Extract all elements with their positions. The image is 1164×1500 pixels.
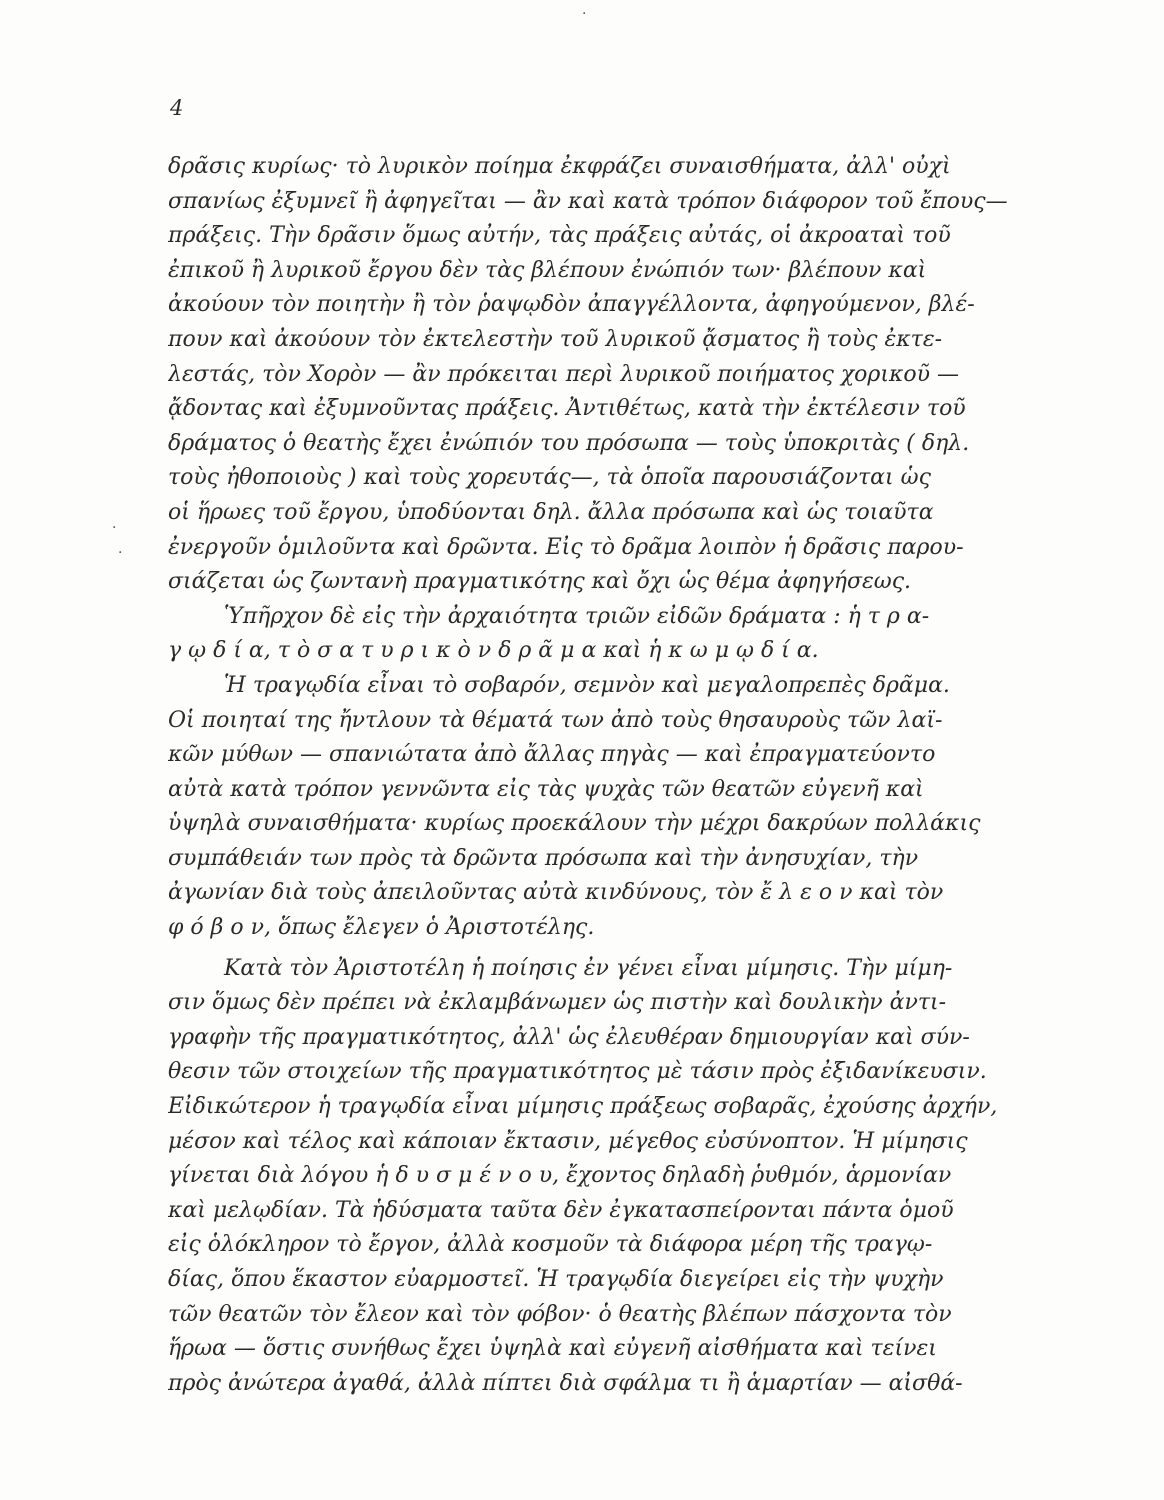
text-line: πράξεις. Τὴν δρᾶσιν ὅμως αὐτήν, τὰς πράξεις αὐτάς, οἱ ἀκροαταὶ τοῦ [168,223,951,249]
scan-speck: · [118,545,123,561]
text-line: ἐπικοῦ ἢ λυρικοῦ ἔργου δὲν τὰς βλέπουν ἐνώπιόν των· βλέπουν καὶ [168,257,927,283]
text-line: πρὸς ἀνώτερα ἀγαθά, ἀλλὰ πίπτει διὰ σφάλμα τι ἢ ἁμαρτίαν — αἰσθά- [168,1370,963,1396]
text-line: ᾄδοντας καὶ ἐξυμνοῦντας πράξεις. Ἀντιθέτως, κατὰ τὴν ἐκτέλεσιν τοῦ [168,396,966,422]
text-line: γίνεται διὰ λόγου ἡ δ υ σ μ έ ν ο υ, ἔχοντος δηλαδὴ ῥυθμόν, ἁρμονίαν [168,1163,952,1189]
text-line: Οἱ ποιηταί της ἤντλουν τὰ θέματά των ἀπὸ τοὺς θησαυροὺς τῶν λαϊ- [168,707,943,733]
text-line: φ ό β ο ν, ὅπως ἔλεγεν ὁ Ἀριστοτέλης. [168,915,595,941]
text-line: γ ῳ δ ί α, τ ὸ σ α τ υ ρ ι κ ὸ ν δ ρ ᾶ μ α καὶ ἡ κ ω μ ῳ δ ί α. [168,638,819,664]
text-line: ἀκούουν τὸν ποιητὴν ἢ τὸν ῥαψῳδὸν ἀπαγγέλλοντα, ἀφηγούμενον, βλέ- [168,292,975,318]
text-line: ἐνεργοῦν ὁμιλοῦντα καὶ δρῶντα. Εἰς τὸ δρᾶμα λοιπὸν ἡ δρᾶσις παρου- [168,534,964,560]
text-line: αὐτὰ κατὰ τρόπον γεννῶντα εἰς τὰς ψυχὰς τῶν θεατῶν εὐγενῆ καὶ [168,776,924,802]
text-line: μέσον καὶ τέλος καὶ κάποιαν ἔκτασιν, μέγεθος εὐσύνοπτον. Ἡ μίμησις [168,1128,968,1154]
text-line: ἀγωνίαν διὰ τοὺς ἀπειλοῦντας αὐτὰ κινδύνους, τὸν ἔ λ ε ο ν καὶ τὸν [168,880,944,906]
text-line: γραφὴν τῆς πραγματικότητος, ἀλλ' ὡς ἐλευθέραν δημιουργίαν καὶ σύν- [168,1024,970,1050]
text-line: Ὑπῆρχον δὲ εἰς τὴν ἀρχαιότητα τριῶν εἰδῶν δράματα : ἡ τ ρ α- [224,603,930,629]
text-line: πουν καὶ ἀκούουν τὸν ἐκτελεστὴν τοῦ λυρικοῦ ᾄσματος ἢ τοὺς ἐκτε- [168,326,943,352]
body-text [168,150,1024,1401]
text-line: δράματος ὁ θεατὴς ἔχει ἐνώπιόν του πρόσωπα — τοὺς ὑποκριτὰς ( δηλ. [168,430,970,456]
text-line: κῶν μύθων — σπανιώτατα ἀπὸ ἄλλας πηγὰς — καὶ ἐπραγματεύοντο [168,742,936,768]
page-number: 4 [170,96,184,120]
text-line: ἥρωα — ὅστις συνήθως ἔχει ὑψηλὰ καὶ εὐγενῆ αἰσθήματα καὶ τείνει [168,1336,937,1362]
text-line: σπανίως ἐξυμνεῖ ἢ ἀφηγεῖται — ἂν καὶ κατὰ τρόπον διάφορον τοῦ ἔπους— [168,188,1008,214]
text-line: λεστάς, τὸν Χορὸν — ἂν πρόκειται περὶ λυρικοῦ ποιήματος χορικοῦ — [168,361,960,387]
text-line: δίας, ὅπου ἕκαστον εὐαρμοστεῖ. Ἡ τραγῳδία διεγείρει εἰς τὴν ψυχὴν [168,1267,944,1292]
text-line: Κατὰ τὸν Ἀριστοτέλη ἡ ποίησις ἐν γένει εἶναι μίμησις. Τὴν μίμη- [224,955,953,981]
text-line: συμπάθειάν των πρὸς τὰ δρῶντα πρόσωπα καὶ τὴν ἀνησυχίαν, τὴν [168,845,919,871]
text-line: σιάζεται ὡς ζωντανὴ πραγματικότης καὶ ὄχι ὡς θέμα ἀφηγήσεως. [168,569,912,595]
text-line: Ἡ τραγῳδία εἶναι τὸ σοβαρόν, σεμνὸν καὶ μεγαλοπρεπὲς δρᾶμα. [224,672,950,698]
text-line: σιν ὅμως δὲν πρέπει νὰ ἐκλαμβάνωμεν ὡς πιστὴν καὶ δουλικὴν ἀντι- [168,990,947,1016]
text-line: τοὺς ἠθοποιοὺς ) καὶ τοὺς χορευτάς—, τὰ ὁποῖα παρουσιάζονται ὡς [168,465,931,491]
text-line: οἱ ἥρωες τοῦ ἔργου, ὑποδύονται δηλ. ἄλλα πρόσωπα καὶ ὡς τοιαῦτα [168,499,934,525]
scan-speck: · [112,520,117,536]
text-line: δρᾶσις κυρίως· τὸ λυρικὸν ποίημα ἐκφράζει συναισθήματα, ἀλλ' οὐχὶ [168,154,951,179]
text-line: θεσιν τῶν στοιχείων τῆς πραγματικότητος μὲ τάσιν πρὸς ἐξιδανίκευσιν. [168,1059,987,1085]
text-line: εἰς ὁλόκληρον τὸ ἔργον, ἀλλὰ κοσμοῦν τὰ διάφορα μέρη τῆς τραγῳ- [168,1232,933,1258]
text-line: Εἰδικώτερον ἡ τραγῳδία εἶναι μίμησις πράξεως σοβαρᾶς, ἐχούσης ἀρχήν, [168,1094,998,1120]
text-line: τῶν θεατῶν τὸν ἔλεον καὶ τὸν φόβον· ὁ θεατὴς βλέπων πάσχοντα τὸν [168,1301,952,1327]
text-line: καὶ μελῳδίαν. Τὰ ἡδύσματα ταῦτα δὲν ἐγκατασπείρονται πάντα ὁμοῦ [168,1197,954,1223]
scan-speck: · [582,6,587,22]
text-line: ὑψηλὰ συναισθήματα· κυρίως προεκάλουν τὴν μέχρι δακρύων πολλάκις [168,811,981,837]
